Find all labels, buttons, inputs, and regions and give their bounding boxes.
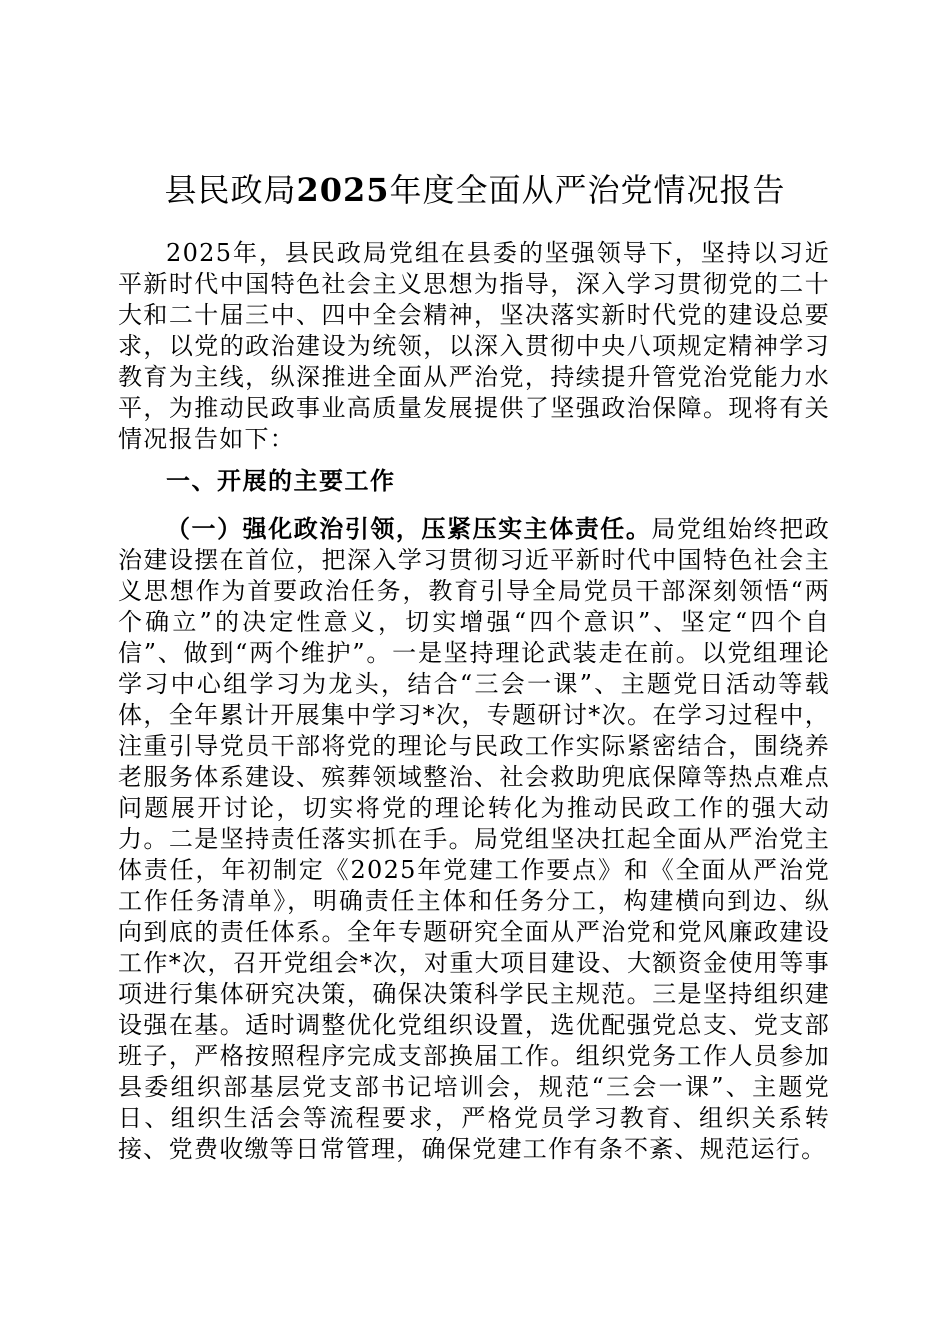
- subsection-1-lead: （一）强化政治引领，压紧压实主体责任。: [166, 514, 652, 543]
- title-year: 2025: [296, 171, 390, 209]
- title-suffix: 年度全面从严治党情况报告: [389, 171, 786, 209]
- section-heading-main-work: 一、开展的主要工作: [166, 466, 396, 495]
- title-prefix: 县民政局: [164, 171, 297, 209]
- document-title: [120, 168, 830, 212]
- subsection-1-paragraph: [118, 513, 830, 1165]
- subsection-1-body: 局党组始终把政治建设摆在首位，把深入学习贯彻习近平新时代中国特色社会主义思想作为首要政治任务，教育引导全局党员干部深刻领悟“两个确立”的决定性意义，切实增强“四个意识”、坚定“四个自信”、做到“两个维护”。一是坚持理论武装走在前。以党组理论学习中心组学习为龙头，结合“三会一课”、主题党日活动等载体，全年累计开展集中学习*次，专题研讨*次。在学习过程中，注重引导党员干部将党的理论与民政工作实际紧密结合，围绕养老服务体系建设、殡葬领域整治、社会救助兜底保障等热点难点问题展开讨论，切实将党的理论转化为推动民政工作的强大动力。二是坚持责任落实抓在手。局党组坚决扛起全面从严治党主体责任，年初制定《2025年党建工作要点》和《全面从严治党工作任务清单》，明确责任主体和任务分工，构建横向到边、纵向到底的责任体系。全年专题研究全面从严治党和党风廉政建设工作*次，召开党组会*次，对重大项目建设、大额资金使用等事项进行集体研究决策，确保决策科学民主规范。三是坚持组织建设强在基。适时调整优化党组织设置，选优配强党总支、党支部班子，严格按照程序完成支部换届工作。组织党务工作人员参加县委组织部基层党支部书记培训会，规范“三会一课”、主题党日、组织生活会等流程要求，严格党员学习教育、组织关系转接、党费收缴等日常管理，确保党建工作有条不紊、规范运行。: [118, 515, 830, 1163]
- intro-paragraph: 2025年，县民政局党组在县委的坚强领导下，坚持以习近平新时代中国特色社会主义思想为指导，深入学习贯彻党的二十大和二十届三中、四中全会精神，坚决落实新时代党的建设总要求，以党的政治建设为统领，以深入贯彻中央八项规定精神学习教育为主线，纵深推进全面从严治党，持续提升管党治党能力水平，为推动民政事业高质量发展提供了坚强政治保障。现将有关情况报告如下：: [118, 239, 830, 453]
